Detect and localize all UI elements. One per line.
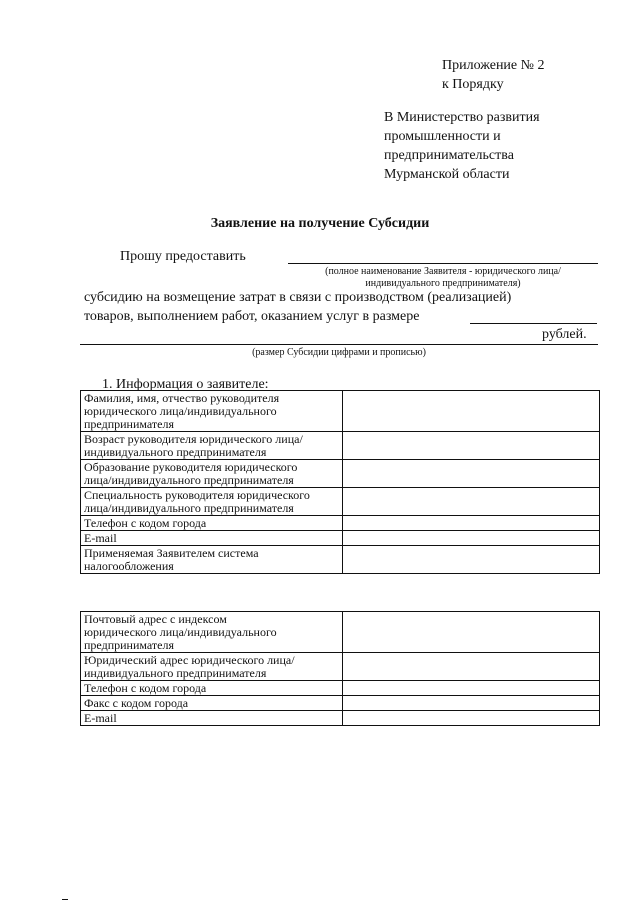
request-lead: Прошу предоставить	[120, 249, 246, 264]
page-mark	[62, 899, 68, 900]
addressee-line: предпринимательства	[384, 148, 514, 163]
table-row	[81, 531, 600, 546]
table-row	[81, 681, 600, 696]
table-row	[81, 546, 600, 574]
field-label-line: Телефон с кодом города	[84, 516, 207, 530]
document-title: Заявление на получение Субсидии	[210, 216, 430, 231]
appendix-number: Приложение № 2	[442, 58, 545, 73]
field-value-cell[interactable]	[343, 711, 600, 726]
amount-line-short[interactable]	[470, 323, 597, 324]
field-label-line: лица/индивидуального предпринимателя	[84, 501, 294, 515]
field-value-cell[interactable]	[343, 460, 600, 488]
table-row	[81, 460, 600, 488]
field-value-cell[interactable]	[343, 681, 600, 696]
applicant-name-line[interactable]	[288, 263, 598, 264]
table-row	[81, 432, 600, 460]
applicant-address-table	[80, 611, 600, 726]
field-label	[81, 696, 343, 711]
field-label-line: лица/индивидуального предпринимателя	[84, 473, 294, 487]
table-row	[81, 488, 600, 516]
field-label-line: юридического лица/индивидуального	[84, 625, 277, 639]
field-label-line: Образование руководителя юридического	[84, 460, 298, 474]
field-label-line: индивидуального предпринимателя	[84, 445, 267, 459]
field-label-line: Юридический адрес юридического лица/	[84, 653, 295, 667]
field-label	[81, 531, 343, 546]
applicant-hint: (полное наименование Заявителя - юридического лица/ индивидуального предпринимателя)	[325, 266, 561, 289]
field-label	[81, 460, 343, 488]
addressee-block	[384, 108, 540, 184]
field-label-line: предпринимателя	[84, 638, 174, 652]
amount-line-full[interactable]	[80, 344, 598, 345]
field-label	[81, 432, 343, 460]
field-label-line: Возраст руководителя юридического лица/	[84, 432, 303, 446]
currency-label: рублей.	[542, 327, 587, 342]
request-text-line-1: субсидию на возмещение затрат в связи с производством (реализацией)	[84, 290, 512, 305]
field-label-line: индивидуального предпринимателя	[84, 666, 267, 680]
addressee-line: промышленности и	[384, 129, 501, 144]
field-label-line: Фамилия, имя, отчество руководителя	[84, 391, 280, 405]
addressee-line: Мурманской области	[384, 167, 510, 182]
field-value-cell[interactable]	[343, 488, 600, 516]
field-label-line: E-mail	[84, 711, 117, 725]
appendix-reference	[442, 56, 545, 94]
table-row	[81, 711, 600, 726]
field-label	[81, 488, 343, 516]
field-label	[81, 612, 343, 653]
field-value-cell[interactable]	[343, 612, 600, 653]
amount-hint: (размер Субсидии цифрами и прописью)	[252, 347, 426, 358]
field-value-cell[interactable]	[343, 391, 600, 432]
table-row	[81, 612, 600, 653]
table-row	[81, 391, 600, 432]
field-value-cell[interactable]	[343, 432, 600, 460]
field-label-line: Телефон с кодом города	[84, 681, 207, 695]
field-value-cell[interactable]	[343, 516, 600, 531]
applicant-info-table	[80, 390, 600, 574]
request-text-line-2: товаров, выполнением работ, оказанием услуг в размере	[84, 309, 420, 324]
section-heading: 1. Информация о заявителе:	[102, 377, 269, 392]
field-label	[81, 653, 343, 681]
field-label-line: Факс с кодом города	[84, 696, 189, 710]
field-label	[81, 546, 343, 574]
field-value-cell[interactable]	[343, 653, 600, 681]
field-label-line: предпринимателя	[84, 417, 174, 431]
table-row	[81, 516, 600, 531]
field-value-cell[interactable]	[343, 531, 600, 546]
field-label-line: E-mail	[84, 531, 117, 545]
field-value-cell[interactable]	[343, 546, 600, 574]
field-label	[81, 681, 343, 696]
field-label	[81, 391, 343, 432]
field-value-cell[interactable]	[343, 696, 600, 711]
table-row	[81, 696, 600, 711]
appendix-order: к Порядку	[442, 77, 504, 92]
addressee-line: В Министерство развития	[384, 110, 540, 125]
field-label-line: Специальность руководителя юридического	[84, 488, 310, 502]
table-row	[81, 653, 600, 681]
field-label-line: юридического лица/индивидуального	[84, 404, 277, 418]
field-label	[81, 711, 343, 726]
field-label-line: Применяемая Заявителем система	[84, 546, 259, 560]
field-label-line: Почтовый адрес с индексом	[84, 612, 227, 626]
field-label	[81, 516, 343, 531]
field-label-line: налогообложения	[84, 559, 174, 573]
